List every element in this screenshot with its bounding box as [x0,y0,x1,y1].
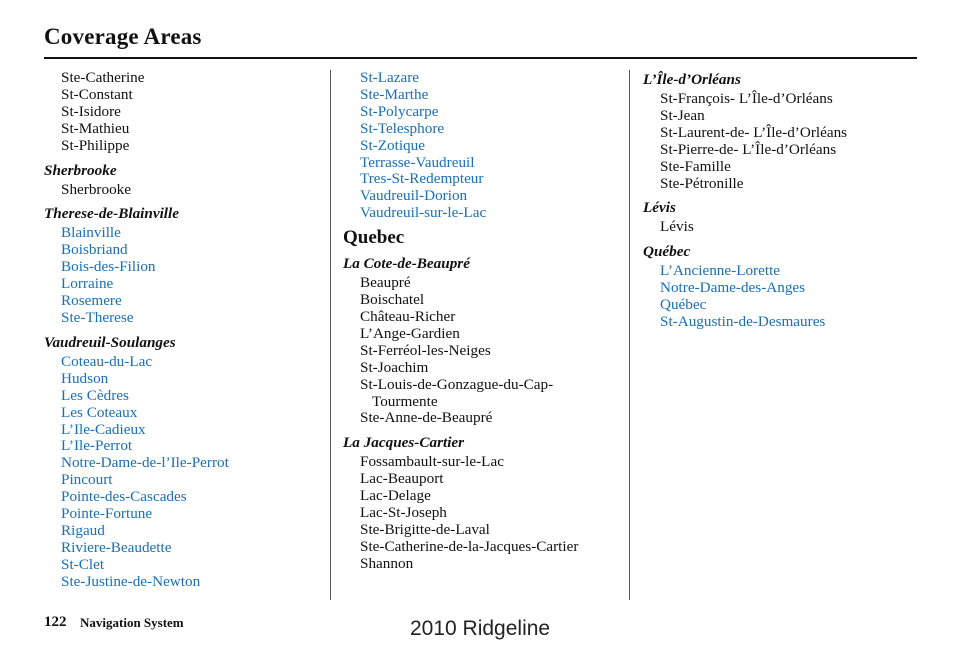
column-divider [629,70,630,600]
city-link[interactable]: Rigaud [61,521,105,539]
city-link[interactable]: St-Augustin-de-Desmaures [660,313,826,331]
region-heading: Quebec [343,227,405,249]
city-item: St-François- L’Île-d’Orléans [660,90,833,107]
city-item: Ste-Catherine-de-la-Jacques-Cartier [360,537,579,555]
column-1 [44,70,324,597]
city-link[interactable]: L’Ile-Perrot [61,437,133,455]
city-list [44,354,324,591]
city-link[interactable]: St-Lazare [360,69,420,86]
city-link[interactable]: St-Clet [61,555,105,573]
area-section [44,161,324,199]
city-link[interactable]: Lorraine [61,275,114,293]
city-link[interactable]: Québec [660,296,707,314]
city-item: St-Louis-de-Gonzague-du-Cap- [360,375,554,393]
area-section [643,242,923,331]
city-item: Beaupré [360,274,411,292]
city-item: Lac-Beauport [360,470,444,488]
city-list [44,225,324,326]
page-title: Coverage Areas [44,24,202,49]
city-item: St-Jean [660,106,705,124]
footer-label: Navigation System [80,615,184,630]
area-section [343,254,623,427]
city-link[interactable]: Les Cèdres [61,386,129,404]
city-item: L’Ange-Gardien [360,324,460,342]
city-link[interactable]: L’Ancienne-Lorette [660,262,781,280]
city-link[interactable]: Pointe-des-Cascades [61,488,187,506]
city-list [343,454,623,572]
city-item: St-Constant [61,85,133,103]
area-section [44,333,324,591]
city-link[interactable]: Ste-Justine-de-Newton [61,572,201,590]
area-section [643,70,923,192]
city-item: St-Pierre-de- L’Île-d’Orléans [660,140,837,158]
city-link[interactable]: Notre-Dame-des-Anges [660,279,806,297]
city-list [643,263,923,331]
column-2 [343,70,623,579]
city-item: Boischatel [360,291,425,309]
city-link[interactable]: Terrasse-Vaudreuil [360,153,475,171]
city-link[interactable]: Ste-Marthe [360,85,429,103]
city-item: Lac-Delage [360,487,431,505]
column-divider [330,70,331,600]
area-heading: Therese-de-Blainville [44,205,179,223]
area-section [643,198,923,236]
city-list [643,91,923,192]
city-link[interactable]: Vaudreuil-Dorion [360,187,468,205]
city-item: St-Laurent-de- L’Île-d’Orléans [660,123,848,141]
title-rule [44,57,917,59]
page-number: 122 [44,614,67,630]
city-link[interactable]: Blainville [61,224,121,242]
area-heading: L’Île-d’Orléans [643,71,741,88]
city-item: Sherbrooke [61,180,132,198]
city-item: Fossambault-sur-le-Lac [360,453,504,471]
city-item: St-Mathieu [61,119,130,137]
city-link[interactable]: Tres-St-Redempteur [360,170,484,188]
city-item: Ste-Brigitte-de-Laval [360,520,490,538]
city-list [343,275,623,427]
city-link[interactable]: Hudson [61,369,109,387]
city-item: St-Isidore [61,102,121,120]
city-link[interactable]: Vaudreuil-sur-le-Lac [360,204,487,222]
city-link[interactable]: Les Coteaux [61,403,138,421]
area-section [44,204,324,326]
area-section [343,70,623,222]
city-link[interactable]: St-Polycarpe [360,102,439,120]
city-item: St-Ferréol-les-Neiges [360,341,491,359]
city-item: St-Joachim [360,358,429,376]
city-item: Lévis [660,218,694,236]
city-link[interactable]: L’Ile-Cadieux [61,420,146,438]
city-item: Ste-Anne-de-Beaupré [360,409,493,427]
city-link[interactable]: Coteau-du-Lac [61,352,153,370]
city-item: St-Philippe [61,136,130,154]
area-section [343,433,623,572]
area-heading: La Jacques-Cartier [343,434,465,452]
city-item: Château-Richer [360,307,456,325]
city-list [343,70,623,222]
column-3 [643,70,923,337]
city-list [44,70,324,155]
city-item: Ste-Pétronille [660,174,744,192]
city-link[interactable]: St-Telesphore [360,119,445,137]
city-link[interactable]: Notre-Dame-de-l’Ile-Perrot [61,454,229,472]
city-link[interactable]: Bois-des-Filion [61,258,156,276]
area-heading: La Cote-de-Beaupré [343,255,470,273]
city-link[interactable]: Boisbriand [61,241,128,259]
city-item: Tourmente [372,392,438,410]
area-heading: Lévis [643,199,676,217]
area-heading: Sherbrooke [44,161,117,179]
city-link[interactable]: Rosemere [61,292,122,310]
city-link[interactable]: Riviere-Beaudette [61,538,172,556]
city-link[interactable]: St-Zotique [360,136,425,154]
city-item: Shannon [360,554,414,572]
area-heading: Québec [643,243,691,261]
city-item: Ste-Famille [660,157,731,175]
city-link[interactable]: Pointe-Fortune [61,505,153,523]
area-heading: Vaudreuil-Soulanges [44,333,176,351]
city-item: Ste-Catherine [61,69,145,86]
city-list [44,182,324,199]
city-link[interactable]: Ste-Therese [61,308,134,326]
city-item: Lac-St-Joseph [360,504,447,522]
city-list [643,219,923,236]
area-section [44,70,324,155]
watermark: 2010 Ridgeline [410,617,551,640]
city-link[interactable]: Pincourt [61,471,113,489]
